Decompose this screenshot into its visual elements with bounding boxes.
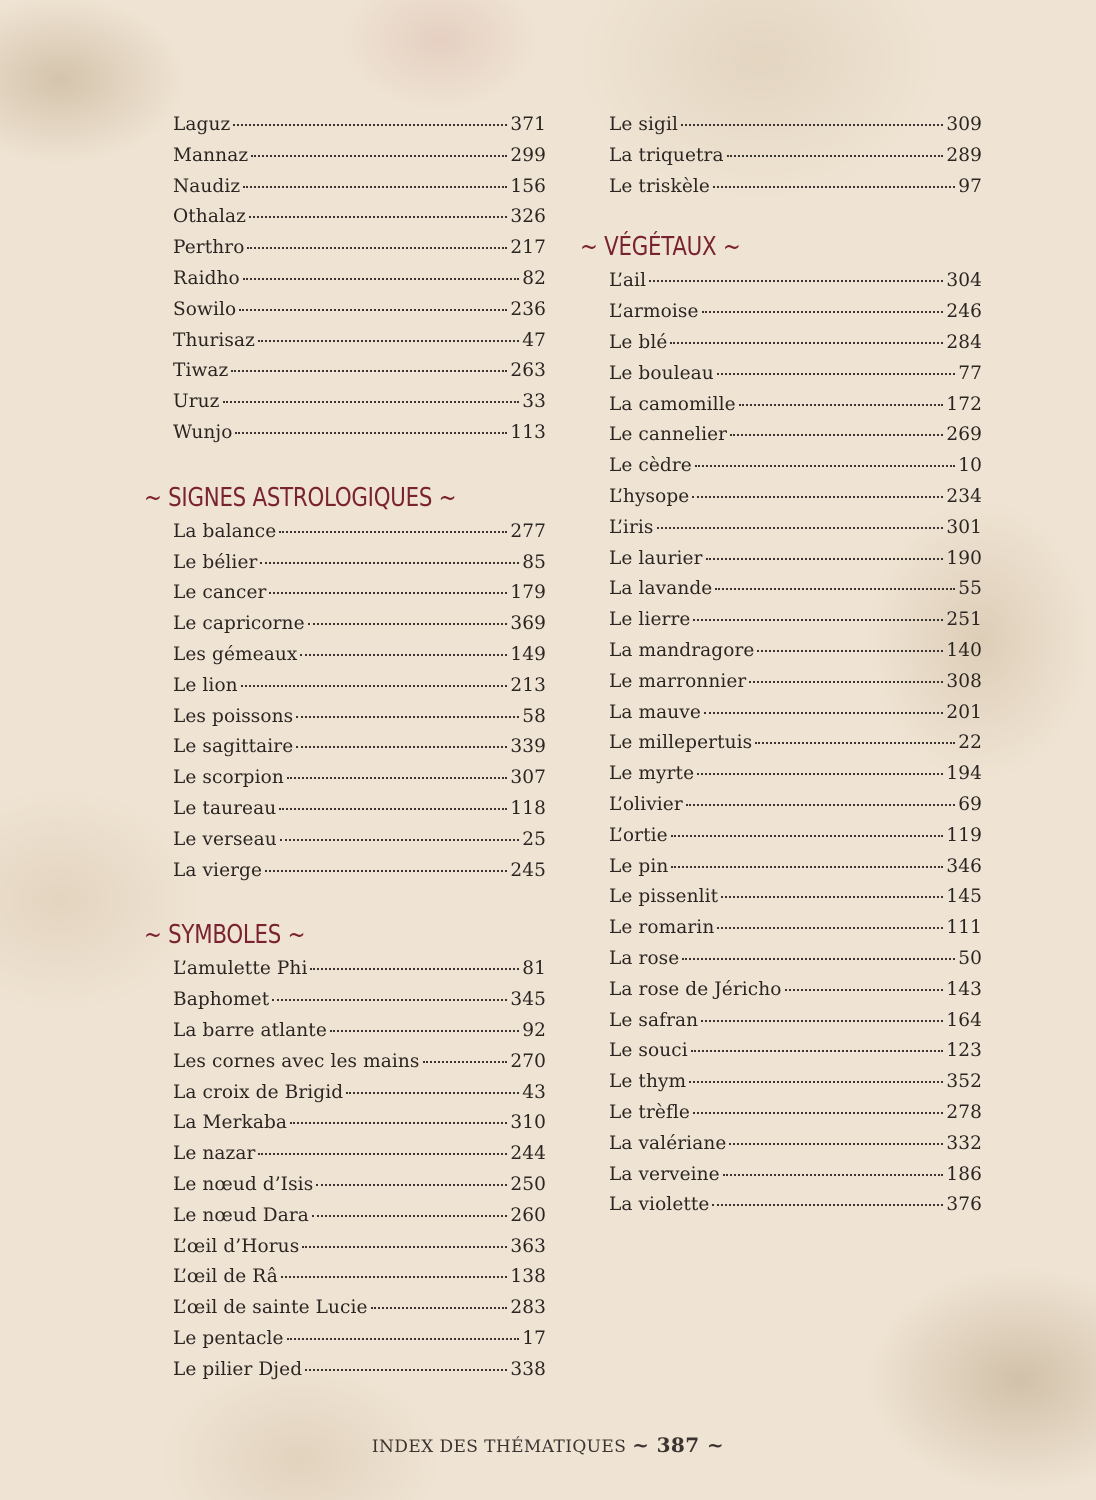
dot-leader: [235, 432, 507, 434]
entry-page-number: 156: [510, 175, 546, 197]
entry-label: La verveine: [609, 1163, 720, 1185]
index-entry: [609, 732, 982, 763]
entry-page-number: 25: [522, 828, 546, 850]
entry-page-number: 111: [946, 917, 982, 939]
entry-page-number: 277: [510, 520, 546, 542]
entry-page-number: 186: [946, 1163, 982, 1185]
astro-list: [144, 521, 546, 891]
index-entry: [173, 736, 546, 767]
entry-page-number: 113: [510, 421, 546, 443]
entry-page-number: 332: [946, 1132, 982, 1154]
index-entry: [173, 391, 546, 422]
index-entry: [173, 145, 546, 176]
entry-page-number: 17: [522, 1327, 546, 1349]
index-entry: [173, 176, 546, 207]
index-entry: [609, 609, 982, 640]
index-entry: [609, 578, 982, 609]
index-entry: [173, 1236, 546, 1267]
entry-page-number: 190: [946, 547, 982, 569]
entry-page-number: 119: [946, 824, 982, 846]
dot-leader: [260, 562, 519, 564]
entry-label: Le marronnier: [609, 670, 747, 692]
dot-leader: [727, 155, 944, 157]
dot-leader: [691, 1050, 944, 1052]
entry-label: L’olivier: [609, 793, 683, 815]
entry-label: Le trèfle: [609, 1101, 690, 1123]
index-entry: [609, 1071, 982, 1102]
dot-leader: [223, 401, 520, 403]
index-entry: [609, 114, 982, 145]
dot-leader: [310, 968, 519, 970]
index-entry: [173, 860, 546, 891]
dot-leader: [287, 777, 508, 779]
dot-leader: [755, 742, 955, 744]
dot-leader: [290, 1122, 507, 1124]
dot-leader: [704, 712, 943, 714]
entry-label: Le myrte: [609, 763, 695, 785]
dot-leader: [280, 839, 520, 841]
entry-label: Les cornes avec les mains: [173, 1050, 420, 1072]
dot-leader: [330, 1030, 519, 1032]
entry-page-number: 97: [958, 175, 982, 197]
entry-page-number: 179: [510, 582, 546, 604]
entry-page-number: 299: [510, 144, 546, 166]
index-entry: [609, 886, 982, 917]
entry-label: Raidho: [173, 267, 240, 289]
entry-label: Uruz: [173, 391, 220, 413]
index-entry: [609, 1010, 982, 1041]
index-entry: [173, 1266, 546, 1297]
dot-leader: [243, 278, 519, 280]
index-entry: [609, 332, 982, 363]
index-entry: [609, 671, 982, 702]
entry-label: Le capricorne: [173, 613, 305, 635]
entry-page-number: 269: [946, 424, 982, 446]
dot-leader: [269, 592, 507, 594]
entry-label: Tiwaz: [173, 360, 229, 382]
index-entry: [609, 145, 982, 176]
dot-leader: [305, 1369, 507, 1371]
dot-leader: [681, 124, 943, 126]
entry-label: La camomille: [609, 393, 736, 415]
index-entry: [609, 979, 982, 1010]
index-entry: [609, 1194, 982, 1225]
dot-leader: [231, 370, 507, 372]
dot-leader: [693, 619, 943, 621]
entry-page-number: 304: [946, 270, 982, 292]
dot-leader: [308, 623, 508, 625]
entry-page-number: 284: [946, 331, 982, 353]
entry-label: L’hysope: [609, 485, 690, 507]
entry-label: Naudiz: [173, 175, 241, 197]
left-column: [144, 114, 546, 1389]
section-title-signes-astrologiques: ~ SIGNES ASTROLOGIQUES ~: [144, 482, 457, 513]
entry-label: La mandragore: [609, 639, 755, 661]
entry-page-number: 234: [946, 485, 982, 507]
index-entry: [609, 1133, 982, 1164]
entry-label: Le sigil: [609, 114, 679, 135]
dot-leader: [247, 247, 507, 249]
index-entry: [173, 1174, 546, 1205]
entry-page-number: 369: [510, 613, 546, 635]
entry-label: Le pin: [609, 855, 669, 877]
entry-label: Le safran: [609, 1009, 699, 1031]
dot-leader: [689, 1081, 943, 1083]
index-entry: [173, 206, 546, 237]
index-entry: [609, 917, 982, 948]
dot-leader: [279, 531, 507, 533]
entry-page-number: 55: [958, 578, 982, 600]
entry-page-number: 143: [946, 978, 982, 1000]
index-entry: [173, 521, 546, 552]
entry-label: L’œil de Râ: [173, 1266, 278, 1288]
section-title-symboles: ~ SYMBOLES ~: [144, 920, 306, 951]
dot-leader: [712, 1204, 943, 1206]
index-entry: [609, 794, 982, 825]
dot-leader: [657, 527, 944, 529]
index-entry: [609, 548, 982, 579]
entry-label: L’œil d’Horus: [173, 1235, 300, 1257]
dot-leader: [670, 342, 943, 344]
entry-page-number: 77: [958, 362, 982, 384]
dot-leader: [717, 927, 943, 929]
index-entry: [173, 1082, 546, 1113]
entry-label: Le nœud d’Isis: [173, 1173, 314, 1195]
entry-page-number: 58: [522, 705, 546, 727]
entry-page-number: 164: [946, 1009, 982, 1031]
index-entry: [173, 1328, 546, 1359]
entry-page-number: 22: [958, 732, 982, 754]
section-title-vegetaux: ~ VÉGÉTAUX ~: [580, 232, 741, 263]
entry-page-number: 339: [510, 736, 546, 758]
entry-label: Le lierre: [609, 609, 691, 631]
entry-page-number: 245: [510, 859, 546, 881]
entry-label: Les gémeaux: [173, 643, 298, 665]
index-entry: [173, 989, 546, 1020]
runes-list: [144, 114, 546, 453]
dot-leader: [296, 746, 507, 748]
entry-label: La valériane: [609, 1132, 727, 1154]
entry-page-number: 260: [510, 1204, 546, 1226]
dot-leader: [757, 650, 943, 652]
entry-page-number: 310: [510, 1112, 546, 1134]
dot-leader: [279, 808, 507, 810]
index-entry: [609, 270, 982, 301]
entry-page-number: 338: [510, 1358, 546, 1380]
index-entry: [609, 1040, 982, 1071]
entry-page-number: 371: [510, 114, 546, 135]
dot-leader: [697, 773, 943, 775]
dot-leader: [671, 835, 944, 837]
index-entry: [173, 675, 546, 706]
dot-leader: [249, 216, 507, 218]
entry-page-number: 213: [510, 674, 546, 696]
entry-page-number: 251: [946, 609, 982, 631]
index-entry: [173, 798, 546, 829]
dot-leader: [649, 280, 943, 282]
index-entry: [173, 706, 546, 737]
entry-page-number: 363: [510, 1235, 546, 1257]
dot-leader: [272, 999, 507, 1001]
entry-label: Le cancer: [173, 582, 267, 604]
entry-label: L’œil de sainte Lucie: [173, 1297, 368, 1319]
entry-page-number: 308: [946, 670, 982, 692]
entry-page-number: 194: [946, 763, 982, 785]
index-entry: [609, 424, 982, 455]
entry-page-number: 301: [946, 516, 982, 538]
entry-label: Le lion: [173, 674, 238, 696]
entry-label: Le pissenlit: [609, 886, 719, 908]
entry-label: Baphomet: [173, 989, 270, 1011]
index-entry: [173, 1051, 546, 1082]
index-entry: [609, 486, 982, 517]
index-entry: [609, 176, 982, 207]
dot-leader: [233, 124, 507, 126]
entry-page-number: 345: [510, 989, 546, 1011]
page-number: ~ 387 ~: [632, 1433, 725, 1457]
index-entry: [173, 330, 546, 361]
dot-leader: [730, 434, 943, 436]
page-footer: [0, 1433, 1096, 1457]
entry-label: La mauve: [609, 701, 701, 723]
entry-label: Le nœud Dara: [173, 1204, 309, 1226]
index-entry: [173, 1297, 546, 1328]
index-entry: [173, 767, 546, 798]
dot-leader: [695, 465, 955, 467]
entry-label: Thurisaz: [173, 329, 255, 351]
entry-page-number: 33: [522, 391, 546, 413]
entry-page-number: 307: [510, 767, 546, 789]
entry-label: Le nazar: [173, 1143, 256, 1165]
index-entry: [173, 1020, 546, 1051]
index-entry: [173, 360, 546, 391]
dot-leader: [302, 1246, 507, 1248]
index-entry: [609, 363, 982, 394]
entry-page-number: 236: [510, 298, 546, 320]
index-entry: [173, 958, 546, 989]
entry-page-number: 263: [510, 360, 546, 382]
entry-label: La triquetra: [609, 144, 724, 166]
index-entry: [173, 829, 546, 860]
entry-label: Le scorpion: [173, 767, 284, 789]
index-entry: [609, 856, 982, 887]
index-entry: [173, 582, 546, 613]
dot-leader: [241, 685, 508, 687]
entry-label: La lavande: [609, 578, 713, 600]
entry-page-number: 138: [510, 1266, 546, 1288]
entry-page-number: 118: [510, 797, 546, 819]
index-entry: [173, 552, 546, 583]
dot-leader: [265, 870, 507, 872]
entry-label: Le souci: [609, 1040, 688, 1062]
entry-label: Le thym: [609, 1071, 687, 1093]
entry-label: Le taureau: [173, 797, 277, 819]
entry-label: La croix de Brigid: [173, 1081, 344, 1103]
dot-leader: [702, 311, 944, 313]
index-entry: [173, 1359, 546, 1390]
entry-label: L’ortie: [609, 824, 668, 846]
dot-leader: [423, 1061, 508, 1063]
entry-page-number: 278: [946, 1101, 982, 1123]
entry-label: La rose: [609, 947, 680, 969]
entry-label: L’armoise: [609, 301, 699, 323]
index-entry: [173, 1143, 546, 1174]
entry-page-number: 140: [946, 639, 982, 661]
entry-label: Le pentacle: [173, 1327, 284, 1349]
entry-page-number: 85: [522, 551, 546, 573]
symboles-continued-list: [580, 114, 982, 206]
entry-page-number: 172: [946, 393, 982, 415]
symboles-list: [144, 958, 546, 1389]
index-entry: [173, 1205, 546, 1236]
index-entry: [173, 299, 546, 330]
dot-leader: [713, 186, 955, 188]
index-entry: [173, 644, 546, 675]
entry-page-number: 217: [510, 237, 546, 259]
dot-leader: [243, 186, 507, 188]
entry-page-number: 270: [510, 1050, 546, 1072]
entry-page-number: 10: [958, 455, 982, 477]
entry-page-number: 82: [522, 267, 546, 289]
entry-label: La barre atlante: [173, 1019, 327, 1041]
entry-page-number: 50: [958, 947, 982, 969]
entry-label: La balance: [173, 520, 277, 542]
dot-leader: [316, 1184, 507, 1186]
index-entry: [173, 268, 546, 299]
index-entry: [173, 1112, 546, 1143]
entry-label: Le sagittaire: [173, 736, 294, 758]
dot-leader: [312, 1215, 507, 1217]
entry-label: Le pilier Djed: [173, 1358, 303, 1380]
index-entry: [609, 1164, 982, 1195]
right-column: [580, 114, 982, 1225]
entry-label: La vierge: [173, 859, 263, 881]
dot-leader: [258, 1153, 507, 1155]
dot-leader: [721, 896, 943, 898]
dot-leader: [346, 1092, 519, 1094]
entry-page-number: 289: [946, 144, 982, 166]
index-entry: [173, 613, 546, 644]
entry-label: Othalaz: [173, 206, 246, 228]
dot-leader: [749, 681, 943, 683]
entry-page-number: 145: [946, 886, 982, 908]
entry-page-number: 309: [946, 114, 982, 135]
entry-label: Le cèdre: [609, 455, 692, 477]
entry-page-number: 352: [946, 1071, 982, 1093]
dot-leader: [682, 958, 955, 960]
entry-label: La Merkaba: [173, 1112, 288, 1134]
entry-label: Le millepertuis: [609, 732, 753, 754]
index-entry: [609, 394, 982, 425]
index-entry: [173, 422, 546, 453]
dot-leader: [723, 1174, 944, 1176]
dot-leader: [371, 1307, 508, 1309]
entry-page-number: 123: [946, 1040, 982, 1062]
dot-leader: [692, 496, 943, 498]
entry-label: Le laurier: [609, 547, 703, 569]
index-entry: [609, 702, 982, 733]
dot-leader: [300, 654, 507, 656]
dot-leader: [281, 1276, 507, 1278]
dot-leader: [715, 588, 955, 590]
dot-leader: [693, 1112, 943, 1114]
entry-page-number: 47: [522, 329, 546, 351]
dot-leader: [706, 558, 944, 560]
dot-leader: [287, 1338, 520, 1340]
entry-label: Le bélier: [173, 551, 258, 573]
dot-leader: [686, 804, 955, 806]
entry-label: Le triskèle: [609, 175, 710, 197]
entry-page-number: 201: [946, 701, 982, 723]
entry-label: Sowilo: [173, 298, 237, 320]
dot-leader: [701, 1020, 943, 1022]
index-entry: [609, 517, 982, 548]
vegetaux-list: [580, 270, 982, 1225]
entry-page-number: 246: [946, 301, 982, 323]
index-entry: [609, 1102, 982, 1133]
entry-page-number: 283: [510, 1297, 546, 1319]
index-entry: [609, 455, 982, 486]
entry-page-number: 244: [510, 1143, 546, 1165]
dot-leader: [258, 340, 519, 342]
index-entry: [609, 763, 982, 794]
index-entry: [609, 825, 982, 856]
entry-page-number: 43: [522, 1081, 546, 1103]
entry-label: L’iris: [609, 516, 654, 538]
dot-leader: [296, 716, 519, 718]
dot-leader: [671, 866, 943, 868]
entry-page-number: 326: [510, 206, 546, 228]
entry-label: Le bouleau: [609, 362, 714, 384]
entry-label: L’ail: [609, 270, 647, 292]
entry-label: Le blé: [609, 331, 668, 353]
index-entry: [609, 301, 982, 332]
entry-label: Perthro: [173, 237, 245, 259]
running-title: INDEX DES THÉMATIQUES: [371, 1437, 627, 1457]
entry-page-number: 69: [958, 793, 982, 815]
entry-label: L’amulette Phi: [173, 958, 308, 980]
entry-label: Wunjo: [173, 421, 233, 443]
entry-label: Le cannelier: [609, 424, 728, 446]
index-entry: [173, 237, 546, 268]
entry-label: Le romarin: [609, 917, 715, 939]
index-entry: [173, 114, 546, 145]
entry-page-number: 149: [510, 643, 546, 665]
index-entry: [609, 948, 982, 979]
entry-page-number: 250: [510, 1173, 546, 1195]
entry-page-number: 376: [946, 1194, 982, 1216]
dot-leader: [251, 155, 507, 157]
entry-label: La violette: [609, 1194, 710, 1216]
dot-leader: [239, 309, 507, 311]
dot-leader: [785, 989, 944, 991]
entry-page-number: 92: [522, 1019, 546, 1041]
entry-label: Le verseau: [173, 828, 277, 850]
entry-page-number: 81: [522, 958, 546, 980]
index-entry: [609, 640, 982, 671]
entry-label: Les poissons: [173, 705, 294, 727]
dot-leader: [717, 373, 955, 375]
dot-leader: [739, 404, 944, 406]
dot-leader: [729, 1143, 943, 1145]
entry-label: Laguz: [173, 114, 231, 135]
entry-label: La rose de Jéricho: [609, 978, 782, 1000]
entry-label: Mannaz: [173, 144, 249, 166]
entry-page-number: 346: [946, 855, 982, 877]
